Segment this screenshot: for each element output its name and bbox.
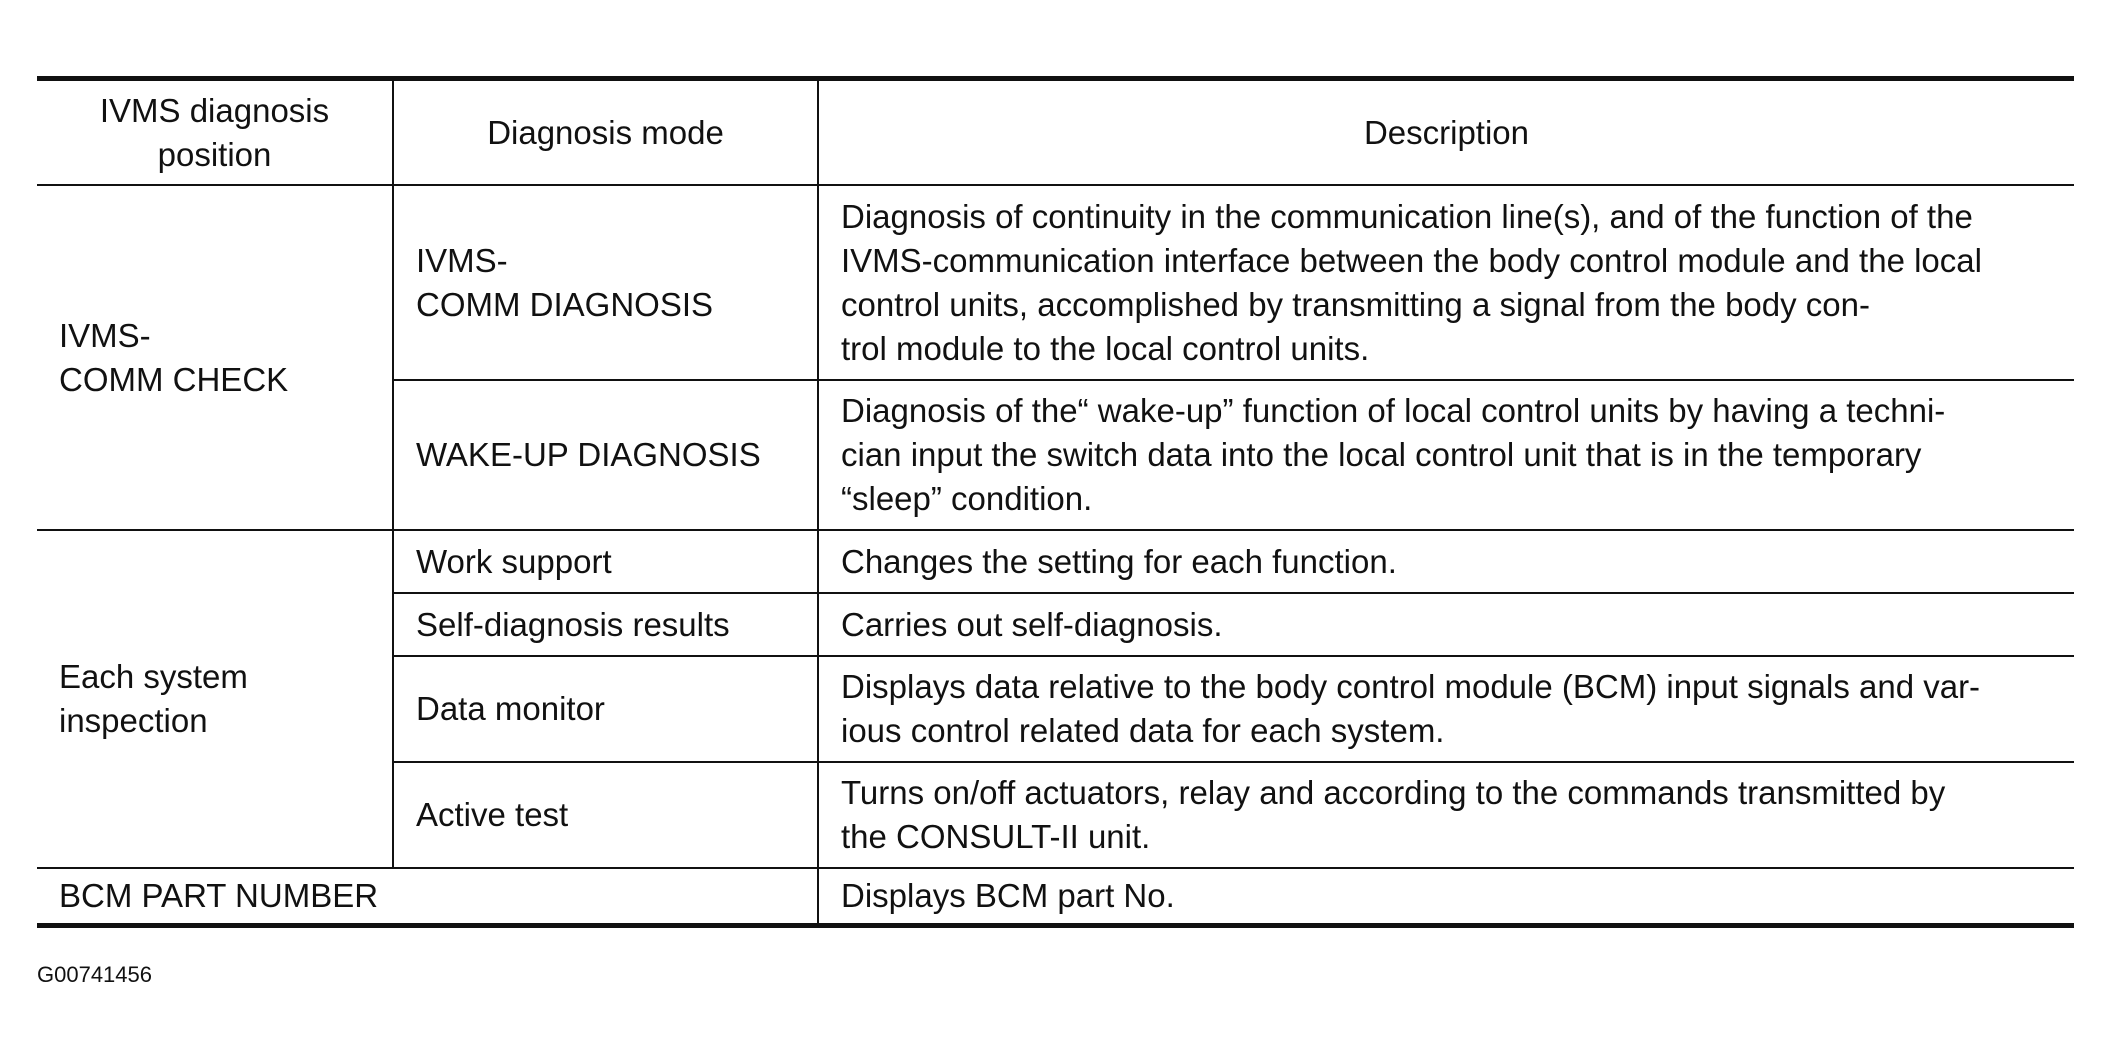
header-diagnosis-mode: Diagnosis mode (393, 79, 818, 186)
description-cell: Diagnosis of continuity in the communication line(s), and of the function of the IVMS-communication interface between the body control module and the local control units, accomplished by transmitting a signal from the body con- trol module to the local control units. (818, 185, 2074, 380)
mode-cell: Active test (393, 762, 818, 868)
table-row (37, 530, 2074, 593)
diagnosis-table (37, 76, 2074, 928)
description-cell: Diagnosis of the“ wake-up” function of local control units by having a techni- cian input the switch data into the local control unit that is in the temporary “sleep” condition. (818, 380, 2074, 530)
description-cell: Turns on/off actuators, relay and according to the commands transmitted by the CONSULT-II unit. (818, 762, 2074, 868)
description-cell: Displays data relative to the body control module (BCM) input signals and var- ious control related data for each system. (818, 656, 2074, 762)
header-ivms-position: IVMS diagnosis position (37, 79, 393, 186)
table-row (37, 185, 2074, 380)
group-each-system-inspection: Each system inspection (37, 530, 393, 868)
table-row (37, 868, 2074, 925)
group-bcm-part-number: BCM PART NUMBER (37, 868, 818, 925)
figure-code: G00741456 (37, 962, 152, 987)
description-cell: Carries out self-diagnosis. (818, 593, 2074, 656)
table-header-row (37, 79, 2074, 186)
description-cell: Changes the setting for each function. (818, 530, 2074, 593)
description-cell: Displays BCM part No. (818, 868, 2074, 925)
mode-cell: Data monitor (393, 656, 818, 762)
group-ivms-comm-check: IVMS- COMM CHECK (37, 185, 393, 530)
mode-cell: WAKE-UP DIAGNOSIS (393, 380, 818, 530)
mode-cell: IVMS- COMM DIAGNOSIS (393, 185, 818, 380)
mode-cell: Work support (393, 530, 818, 593)
header-description: Description (818, 79, 2074, 186)
mode-cell: Self-diagnosis results (393, 593, 818, 656)
